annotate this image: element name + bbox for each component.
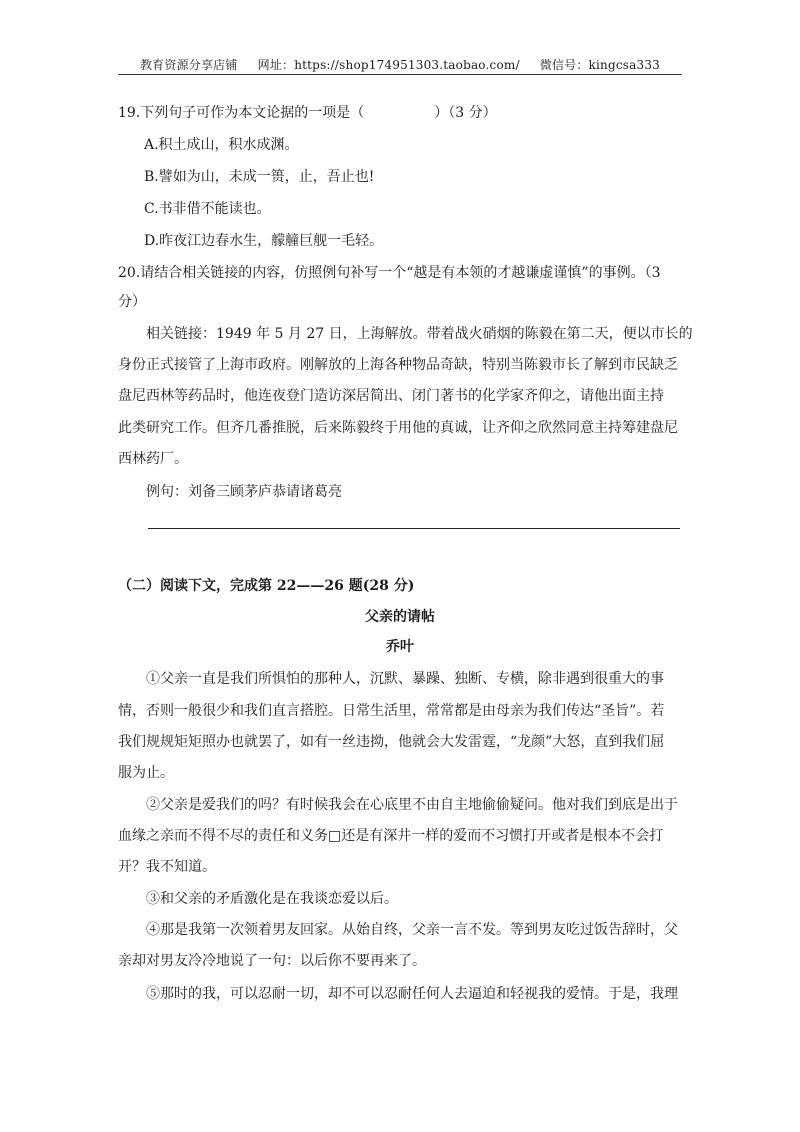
article-title: 父亲的请帖: [365, 609, 435, 625]
related-link-line: 西林药厂。: [118, 451, 188, 467]
question-19-option-a: A.积土成山，积水成渊。: [144, 137, 299, 153]
paragraph-line: 开？我不知道。: [118, 859, 216, 875]
question-20-stem: 20.请结合相关链接的内容，仿照例句补写一个“越是有本领的才越谦虚谨慎”的事例。（3: [118, 265, 661, 281]
header-shop-name: 教育资源分享店铺: [139, 58, 238, 72]
header-shop-url: 网址：https://shop174951303.taobao.com/: [257, 58, 520, 72]
paragraph-line: 血缘之亲而不得不尽的责任和义务□还是有深井一样的爱而不习惯打开或者是根本不会打: [118, 828, 664, 844]
related-link-line: 身份正式接管了上海市政府。刚解放的上海各种物品奇缺，特别当陈毅市长了解到市民缺乏: [118, 357, 678, 373]
paragraph-line: ②父亲是爱我们的吗？有时候我会在心底里不由自主地偷偷疑问。他对我们到底是出于: [146, 797, 678, 813]
paragraph-line: ⑤那时的我，可以忍耐一切，却不可以忍耐任何人去逼迫和轻视我的爱情。于是，我理: [146, 986, 678, 1002]
section-heading: （二）阅读下文，完成第 22——26 题(28 分): [118, 578, 415, 594]
header-divider: [118, 74, 682, 75]
article-author: 乔叶: [386, 639, 414, 655]
paragraph-line: 亲却对男友冷冷地说了一句：以后你不要再来了。: [118, 953, 426, 969]
paragraph-line: 服为止。: [118, 765, 174, 781]
paragraph-line: 我们规规矩矩照办也就罢了，如有一丝违拗，他就会大发雷霆，“龙颜”大怒，直到我们屈: [118, 734, 665, 750]
question-19-option-d: D.昨夜江边春水生，艨艟巨舰一毛轻。: [144, 233, 384, 249]
example-sentence: 例句：刘备三顾茅庐恭请诸葛亮: [146, 484, 342, 500]
header-wechat: 微信号：kingcsa333: [539, 58, 660, 72]
question-20-stem-cont: 分）: [118, 294, 146, 310]
paragraph-line: ④那是我第一次领着男友回家。从始自终，父亲一言不发。等到男友吃过饭告辞时，父: [146, 922, 678, 938]
question-19-option-c: C.书非借不能读也。: [144, 201, 271, 217]
paragraph-line: 情，否则一般很少和我们直言搭腔。日常生活里，常常都是由母亲为我们传达“圣旨”。若: [118, 703, 665, 719]
related-link-line: 此类研究工作。但齐几番推脱，后来陈毅终于用他的真诚，让齐仰之欣然同意主持筹建盘尼: [118, 420, 678, 436]
related-link-line: 盘尼西林等药品时，他连夜登门造访深居简出、闭门著书的化学家齐仰之，请他出面主持: [118, 388, 664, 404]
paragraph-line: ③和父亲的矛盾激化是在我谈恋爱以后。: [146, 891, 398, 907]
related-link-line: 相关链接：1949 年 5 月 27 日，上海解放。带着战火硝烟的陈毅在第二天，便以市长的: [146, 326, 693, 342]
question-19-stem: 19.下列句子可作为本文论据的一项是（ ）（3 分）: [118, 105, 497, 121]
question-19-option-b: B.譬如为山，未成一篑，止，吾止也!: [144, 169, 375, 185]
paragraph-line: ①父亲一直是我们所惧怕的那种人，沉默、暴躁、独断、专横，除非遇到很重大的事: [146, 671, 664, 687]
answer-blank-line: [148, 528, 680, 529]
page-header: [0, 56, 800, 73]
